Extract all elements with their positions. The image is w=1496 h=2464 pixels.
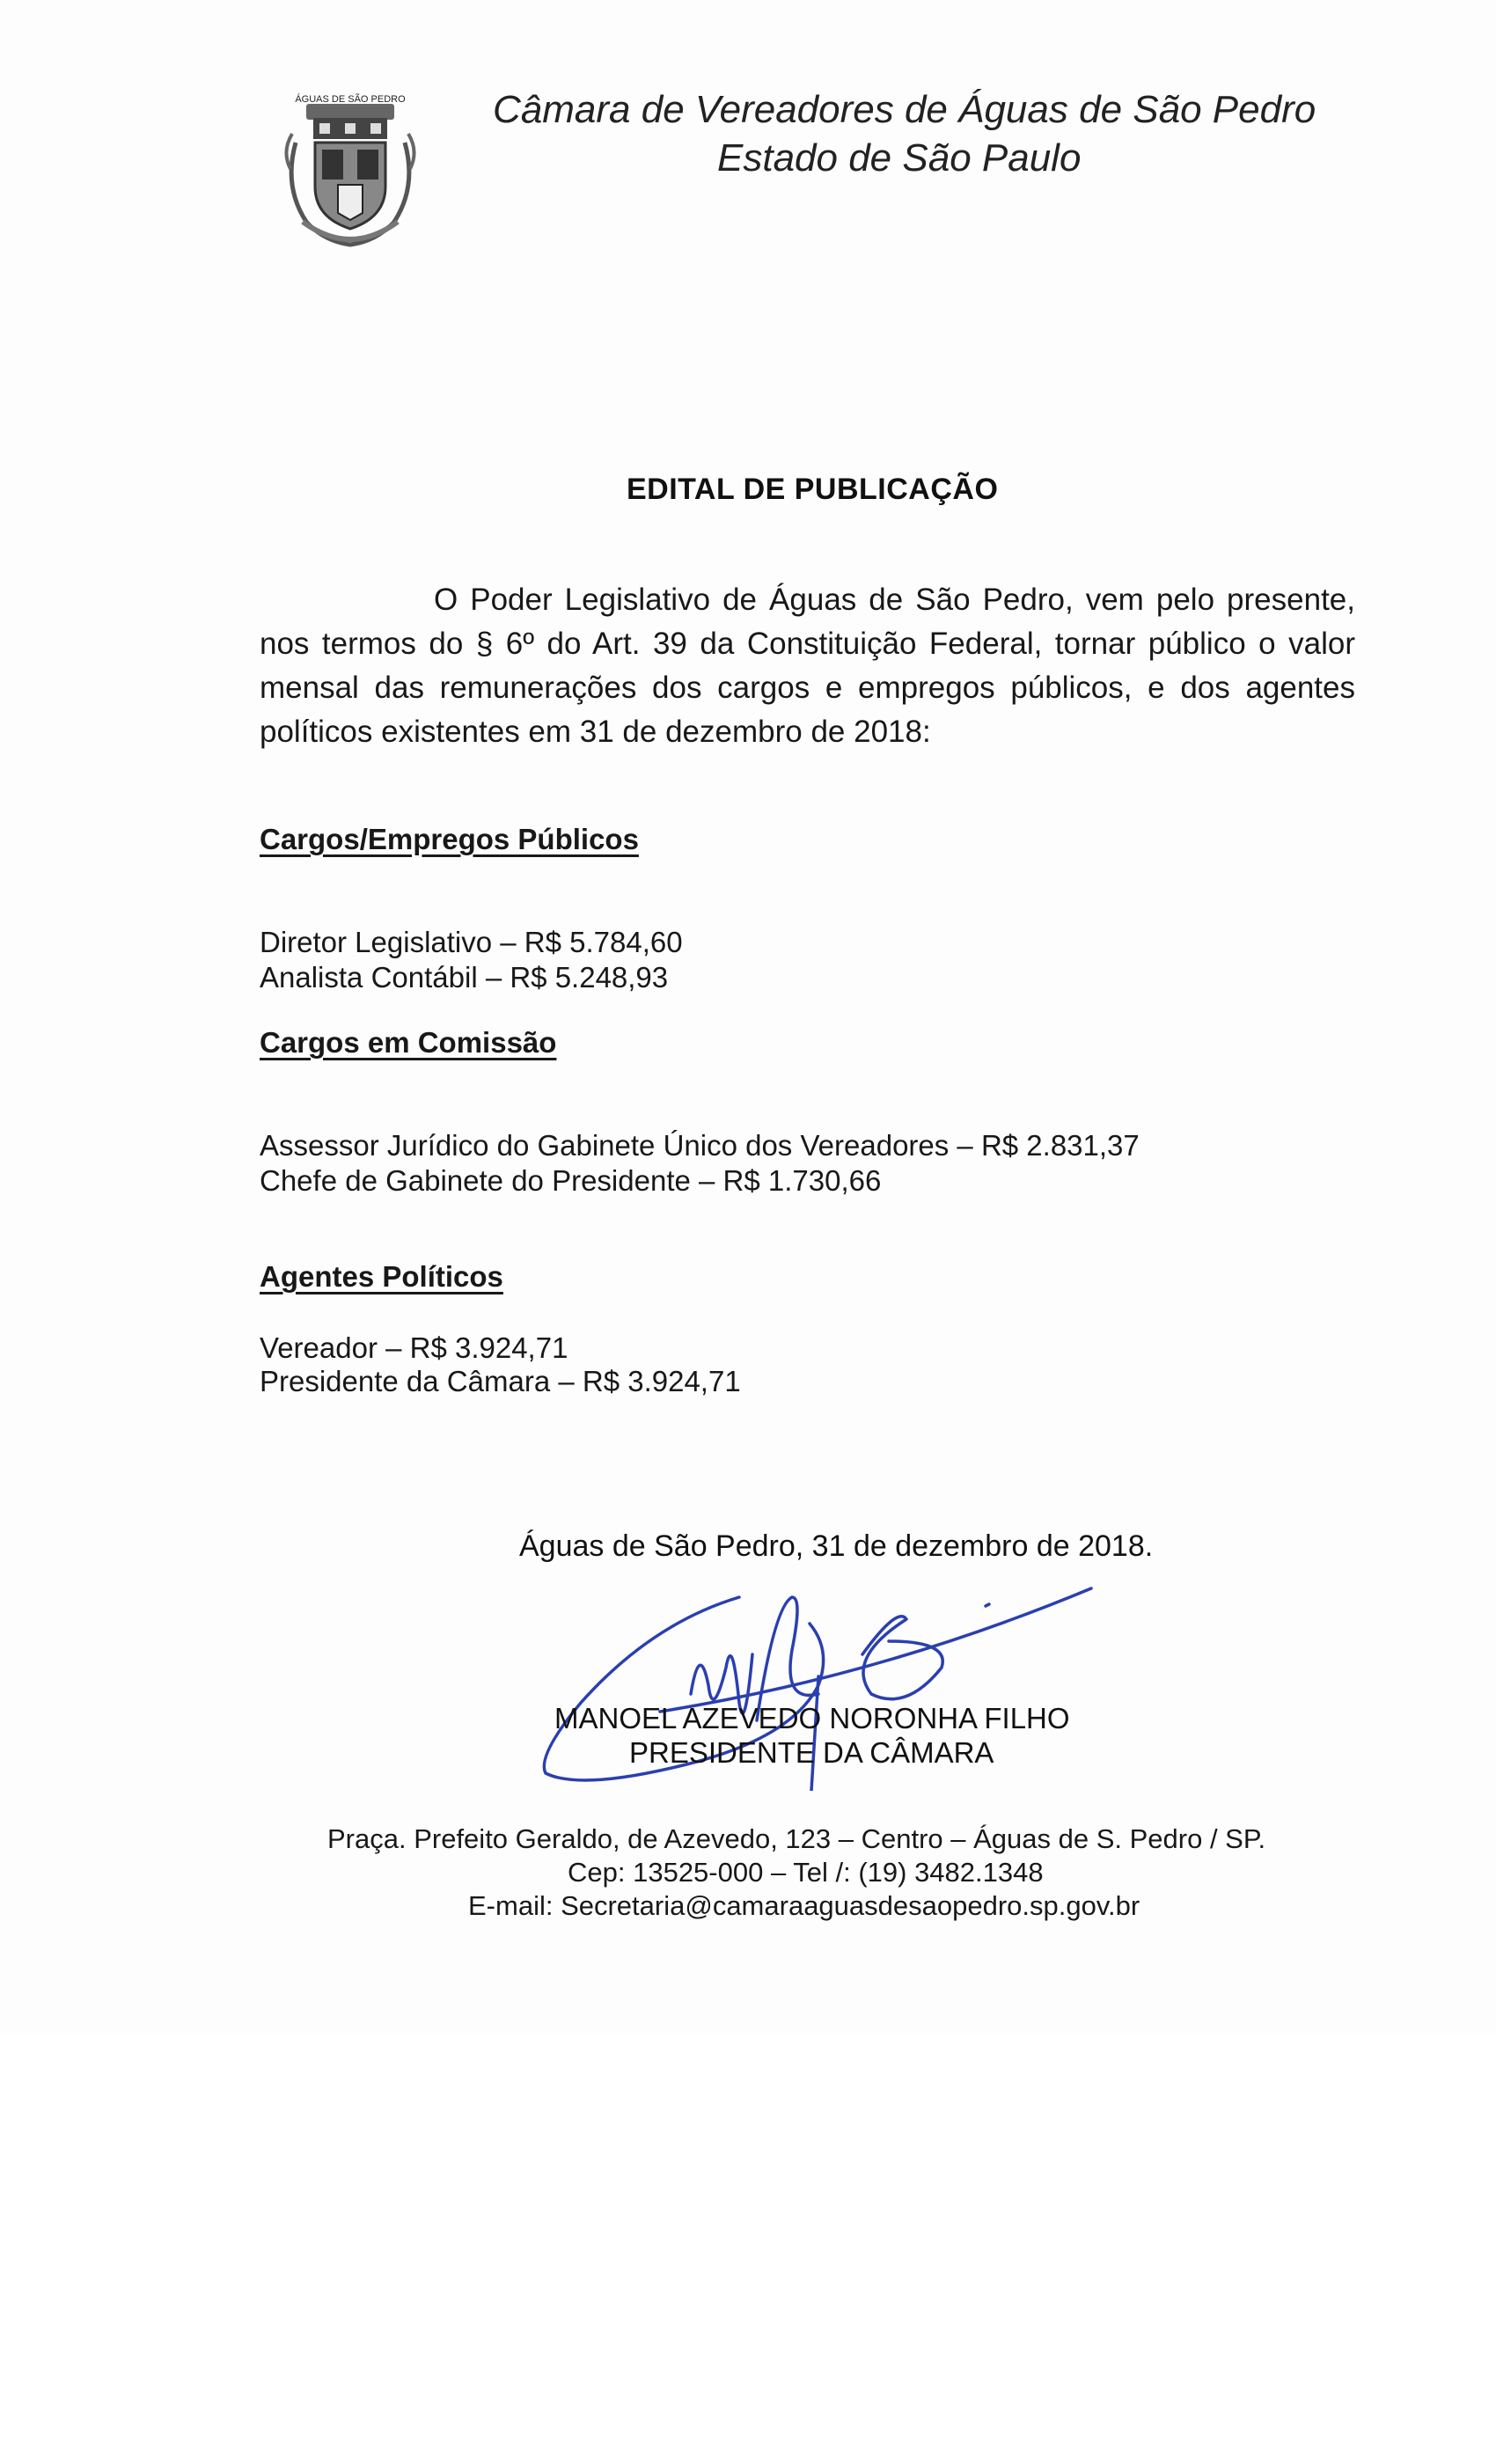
footer-email: E-mail: Secretaria@camaraaguasdesaopedro.sp.gov.br — [468, 1890, 1140, 1921]
document-title: EDITAL DE PUBLICAÇÃO — [627, 473, 999, 506]
section-heading-agentes-politicos: Agentes Políticos — [260, 1260, 503, 1293]
signer-name: MANOEL AZEVEDO NORONHA FILHO — [554, 1702, 1070, 1734]
list-item-analista-contabil: Analista Contábil – R$ 5.248,93 — [260, 961, 669, 994]
list-item-diretor-legislativo: Diretor Legislativo – R$ 5.784,60 — [260, 926, 683, 958]
intro-paragraph: O Poder Legislativo de Águas de São Pedro, vem pelo presente, nos termos do § 6º do Art. 39 da Constituição Federal, tornar público o valor mensal das remunerações dos cargos e empregos públicos, e dos agentes políticos existentes em 31 de dezembro de 2018: — [260, 583, 1355, 749]
list-item-assessor-juridico: Assessor Jurídico do Gabinete Único dos Vereadores – R$ 2.831,37 — [260, 1129, 1140, 1162]
organization-name: Câmara de Vereadores de Águas de São Pedro — [493, 88, 1316, 131]
footer-phone: Cep: 13525-000 – Tel /: (19) 3482.1348 — [568, 1857, 1044, 1888]
svg-text:ÁGUAS DE SÃO PEDRO: ÁGUAS DE SÃO PEDRO — [295, 94, 406, 105]
section-heading-cargos-empregos: Cargos/Empregos Públicos — [260, 823, 639, 855]
list-item-vereador: Vereador – R$ 3.924,71 — [260, 1331, 568, 1364]
section-heading-cargos-comissao: Cargos em Comissão — [260, 1026, 557, 1059]
place-and-date: Águas de São Pedro, 31 de dezembro de 2018. — [519, 1529, 1154, 1563]
signer-role: PRESIDENTE DA CÂMARA — [629, 1736, 994, 1769]
list-item-presidente-camara: Presidente da Câmara – R$ 3.924,71 — [260, 1365, 741, 1397]
list-item-chefe-gabinete: Chefe de Gabinete do Presidente – R$ 1.730,66 — [260, 1164, 882, 1197]
coat-of-arms-emblem — [280, 90, 421, 248]
organization-state: Estado de São Paulo — [717, 136, 1082, 180]
footer-address: Praça. Prefeito Geraldo, de Azevedo, 123 – Centro – Águas de S. Pedro / SP. — [327, 1823, 1266, 1854]
